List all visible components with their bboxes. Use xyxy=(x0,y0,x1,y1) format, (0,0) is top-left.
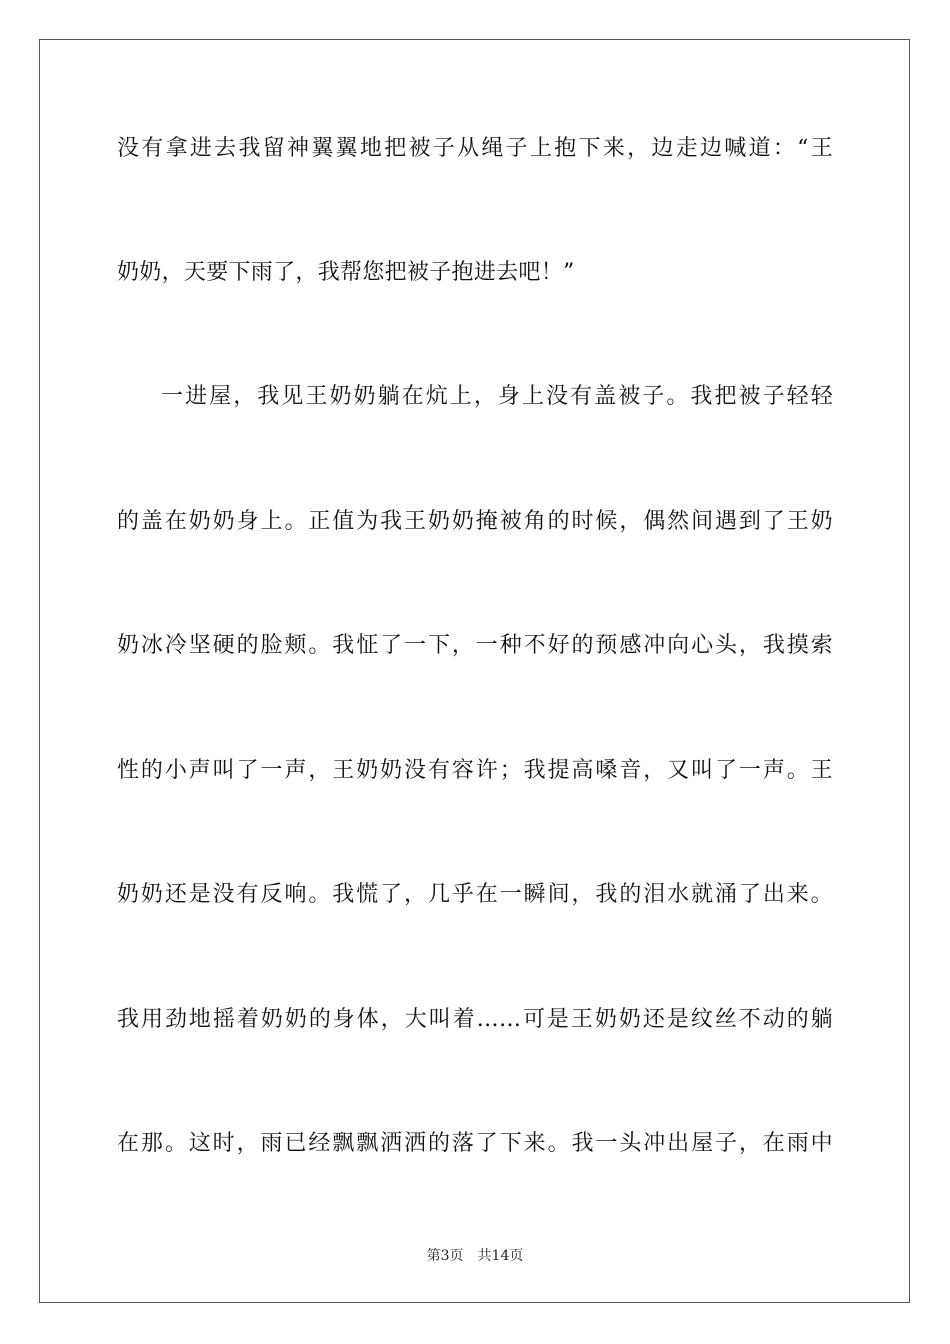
text-line-1: 没有拿进去我留神翼翼地把被子从绳子上抱下来，边走边喊道：“王 xyxy=(117,136,833,161)
page-total: 共14页 xyxy=(477,1248,524,1264)
text-line-3-paragraph-start: 一进屋，我见王奶奶躺在炕上，身上没有盖被子。我把被子轻轻 xyxy=(161,384,833,409)
text-line-5: 奶冰冷坚硬的脸颊。我怔了一下，一种不好的预感冲向心头，我摸索 xyxy=(117,633,833,658)
text-line-4: 的盖在奶奶身上。正值为我王奶奶掩被角的时候，偶然间遇到了王奶 xyxy=(117,509,833,534)
text-line-7: 奶奶还是没有反响。我慌了，几乎在一瞬间，我的泪水就涌了出来。 xyxy=(117,882,833,907)
page-border xyxy=(39,39,910,1303)
page-number: 第3页 xyxy=(426,1248,464,1264)
text-line-9: 在那。这时，雨已经飘飘洒洒的落了下来。我一头冲出屋子，在雨中 xyxy=(117,1131,833,1156)
text-line-2: 奶奶，天要下雨了，我帮您把被子抱进去吧！” xyxy=(117,260,575,285)
text-line-8: 我用劲地摇着奶奶的身体，大叫着……可是王奶奶还是纹丝不动的躺 xyxy=(117,1007,833,1032)
page-footer xyxy=(0,1246,950,1266)
text-line-6: 性的小声叫了一声，王奶奶没有容许；我提高嗓音，又叫了一声。王 xyxy=(117,758,833,783)
